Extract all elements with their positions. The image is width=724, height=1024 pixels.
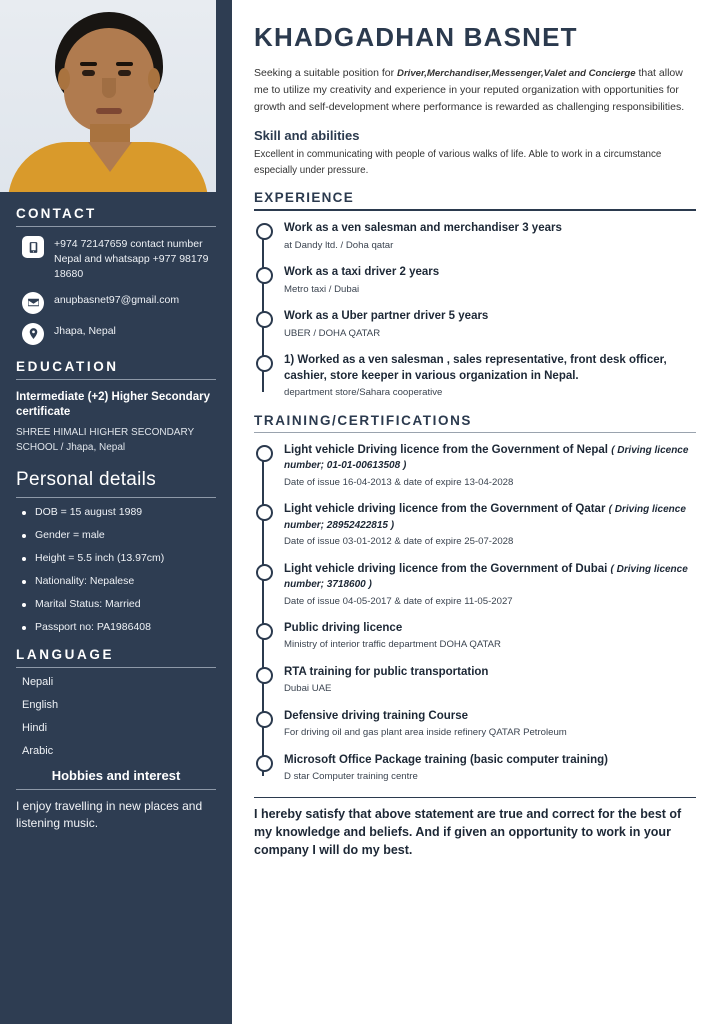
summary-roles: Driver,Merchandiser,Messenger,Valet and Concierge (397, 68, 636, 79)
training-item (284, 562, 696, 608)
training-dates: Date of issue 16-04-2013 & date of expire 13-04-2028 (284, 476, 514, 488)
profile-photo (0, 0, 216, 192)
training-title: TRAINING/CERTIFICATIONS (254, 413, 696, 433)
list-item: Marital Status: Married (22, 598, 216, 610)
training-dates: Date of issue 04-05-2017 & date of expire 11-05-2027 (284, 595, 513, 607)
experience-role: Work as a taxi driver 2 years (284, 266, 440, 279)
phone-text: +974 72147659 contact number Nepal and whatsapp +977 98179 18680 (54, 238, 209, 281)
experience-item (284, 265, 696, 296)
email-text: anupbasnet97@gmail.com (54, 293, 180, 306)
list-item: Passport no: PA1986408 (22, 621, 216, 633)
contact-heading: CONTACT (16, 206, 216, 227)
list-item: Nationality: Nepalese (22, 575, 216, 587)
training-name: Light vehicle driving licence from the Government of Dubai (284, 562, 608, 575)
training-name: Light vehicle driving licence from the Government of Qatar (284, 503, 606, 516)
training-dates: Ministry of interior traffic department DOHA QATAR (284, 639, 501, 651)
language-list (16, 676, 216, 757)
experience-company: at Dandy ltd. / Doha qatar (284, 239, 394, 251)
experience-item (284, 309, 696, 340)
personal-details-list (16, 506, 216, 633)
list-item: Nepali (22, 675, 54, 688)
training-name: Public driving licence (284, 621, 403, 634)
portrait-image (0, 0, 216, 192)
experience-role: Work as a ven salesman and merchandiser 3 years (284, 222, 562, 235)
experience-role: Work as a Uber partner driver 5 years (284, 310, 489, 323)
training-name: Light vehicle Driving licence from the Government of Nepal (284, 443, 608, 456)
training-name: Microsoft Office Package training (basic computer training) (284, 753, 608, 766)
personal-details-heading: Personal details (16, 469, 216, 498)
phone-icon (22, 236, 44, 258)
training-timeline (254, 443, 696, 784)
education-title: Intermediate (+2) Higher Secondary certificate (16, 390, 210, 419)
list-item: DOB = 15 august 1989 (22, 506, 216, 518)
summary-before: Seeking a suitable position for (254, 67, 398, 79)
training-dates: Dubai UAE (284, 683, 332, 695)
education-heading: EDUCATION (16, 359, 216, 380)
skills-text: Excellent in communicating with people of various walks of life. Able to work in a circumstance especially under pressure. (254, 149, 662, 176)
list-item: Arabic (22, 744, 54, 757)
training-name: RTA training for public transportation (284, 665, 489, 678)
training-name: Defensive driving training Course (284, 709, 469, 722)
experience-company: department store/Sahara cooperative (284, 387, 443, 399)
training-licence-number: ( Driving licence number; 3718600 ) (284, 563, 688, 591)
training-dates: Date of issue 03-01-2012 & date of expire 25-07-2028 (284, 536, 514, 548)
list-item: Gender = male (22, 529, 216, 541)
page-title: KHADGADHAN BASNET (254, 22, 578, 52)
contact-phone-row (22, 236, 216, 283)
skills-title: Skill and abilities (254, 128, 360, 143)
training-dates: D star Computer training centre (284, 771, 418, 783)
training-item (284, 502, 696, 548)
list-item: Height = 5.5 inch (13.97cm) (22, 552, 216, 564)
contact-location-row (22, 323, 216, 345)
summary-after: that allow me to utilize my creativity and experience in your reputed organization with opportunities for growth and self-development where performance is rewarded as challenging responsibilities. (254, 67, 685, 113)
training-item (284, 443, 696, 489)
summary-paragraph (254, 65, 696, 116)
experience-company: UBER / DOHA QATAR (284, 327, 381, 339)
experience-timeline (254, 221, 696, 399)
experience-item (284, 221, 696, 252)
email-icon (22, 292, 44, 314)
hobbies-text: I enjoy travelling in new places and listening music. (16, 798, 203, 831)
language-heading: LANGUAGE (16, 647, 216, 668)
training-item (284, 621, 696, 652)
training-licence-number: ( Driving licence number; 01-01-00613508 ) (284, 444, 689, 472)
training-item (284, 709, 696, 740)
experience-role: 1) Worked as a ven salesman , sales representative, front desk officer, cashier, store keeper in various organization in Nepal. (284, 354, 667, 382)
training-item (284, 753, 696, 784)
declaration-text: I hereby satisfy that above statement are true and correct for the best of my knowledge and beliefs. And if given an opportunity to work in your company I will do my best. (254, 797, 696, 859)
location-text: Jhapa, Nepal (54, 324, 116, 337)
sidebar (0, 0, 232, 1024)
list-item: Hindi (22, 721, 48, 734)
education-school: SHREE HIMALI HIGHER SECONDARY SCHOOL / Jhapa, Nepal (16, 426, 195, 453)
experience-title: EXPERIENCE (254, 190, 696, 211)
experience-item (284, 353, 696, 399)
training-licence-number: ( Driving licence number; 28952422815 ) (284, 504, 686, 531)
contact-email-row (22, 292, 216, 314)
main-content (232, 0, 724, 1024)
experience-company: Metro taxi / Dubai (284, 283, 360, 295)
list-item: English (22, 698, 59, 711)
training-item (284, 665, 696, 696)
location-pin-icon (22, 323, 44, 345)
training-dates: For driving oil and gas plant area inside refinery QATAR Petroleum (284, 727, 567, 739)
hobbies-heading: Hobbies and interest (16, 768, 216, 790)
